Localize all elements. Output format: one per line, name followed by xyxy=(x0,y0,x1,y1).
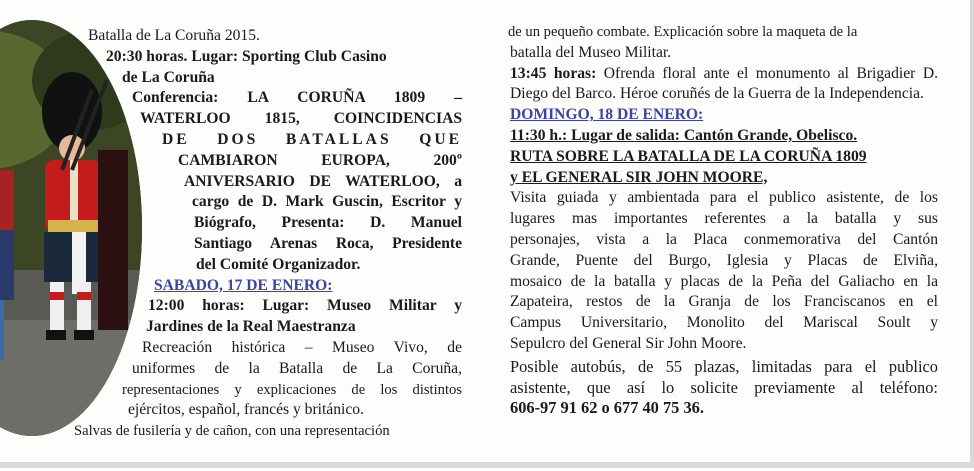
conference-line: ANIVERSARIO DE WATERLOO, a xyxy=(184,172,462,190)
conference-line: WATERLOO 1815, COINCIDENCIAS xyxy=(140,110,462,128)
phone-numbers: 606-97 91 62 o 677 40 75 36. xyxy=(510,398,704,418)
saturday-desc-line: uniformes de la Batalla de La Coruña, xyxy=(132,359,462,377)
bus-line: Posible autobús, de 55 plazas, limitadas para el publico xyxy=(510,356,938,376)
saturday-desc-line: Salvas de fusilería y de cañon, con una representación xyxy=(74,423,390,440)
route-desc-line: Visita guiada y ambientada para el publico asistente, de los xyxy=(510,189,938,207)
conference-line: DE DOS BATALLAS QUE xyxy=(162,130,462,148)
route-desc-line: Campus Universitario, Monolito del Mariscal Soult y xyxy=(510,314,938,332)
route-description xyxy=(510,188,938,354)
conference-line: Conferencia: LA CORUÑA 1809 – xyxy=(132,89,462,107)
route-desc-line: Grande, Puente del Burgo, Iglesia y Placas de Elviña, xyxy=(510,251,938,269)
saturday-event xyxy=(148,296,462,338)
offering-paragraph xyxy=(510,64,938,106)
route-desc-line: mosaico de la batalla y placas de la Peña del Galiacho en la xyxy=(510,272,938,290)
bus-line: asistente, que así lo solicite previamente al teléfono: xyxy=(510,377,938,397)
saturday-desc-line: ejércitos, español, francés y británico. xyxy=(128,401,364,419)
saturday-event-line: 12:00 horas: Lugar: Museo Militar y xyxy=(148,297,462,315)
route-desc-line: Sepulcro del General Sir John Moore. xyxy=(510,334,747,352)
left-column xyxy=(76,26,462,442)
saturday-desc-line: Recreación histórica – Museo Vivo, de xyxy=(142,338,462,356)
conference-line: Santiago Arenas Roca, Presidente xyxy=(194,234,462,252)
sunday-start: 11:30 h.: Lugar de salida: Cantón Grande, Obelisco. xyxy=(510,126,858,144)
conference-line: Biógrafo, Presenta: D. Manuel xyxy=(194,214,462,232)
bus-info xyxy=(510,357,938,419)
right-column xyxy=(510,22,938,419)
continuation-line: batalla del Museo Militar. xyxy=(510,43,672,61)
saturday-desc-line: representaciones y explicaciones de los distintos xyxy=(122,381,462,398)
offering-time: 13:45 horas: xyxy=(510,64,597,82)
event1-time: 20:30 horas. Lugar: Sporting Club Casino xyxy=(106,47,387,65)
route-desc-line: lugares mas importantes referentes a la batalla y sus xyxy=(510,210,938,228)
conference-block xyxy=(132,88,462,275)
intro-line: Batalla de La Coruña 2015. xyxy=(88,27,260,44)
conference-line: cargo de D. Mark Guscin, Escritor y xyxy=(192,193,462,211)
saturday-heading: SABADO, 17 DE ENERO: xyxy=(154,276,333,294)
route-desc-line: Zapateira, restos de la Granja de los Franciscanos en el xyxy=(510,293,938,311)
continuation-line: de un pequeño combate. Explicación sobre la maqueta de la xyxy=(508,24,858,40)
conference-line: del Comité Organizador. xyxy=(196,255,361,273)
route-desc-line: personajes, vista a la Placa conmemorativa del Cantón xyxy=(510,230,938,248)
event1-place: de La Coruña xyxy=(122,68,215,86)
sunday-heading: DOMINGO, 18 DE ENERO: xyxy=(510,106,704,124)
route-title-line: y EL GENERAL SIR JOHN MOORE, xyxy=(510,168,768,186)
conference-line: CAMBIARON EUROPA, 200º xyxy=(178,151,462,169)
saturday-event-line: Jardines de la Real Maestranza xyxy=(146,318,356,336)
saturday-description xyxy=(74,338,462,442)
offering-text: Ofrenda floral ante el monumento al Brigadier D. Diego del Barco. Héroe coruñés de la Guerra de la Independencia. xyxy=(510,64,938,103)
route-title-line: RUTA SOBRE LA BATALLA DE LA CORUÑA 1809 xyxy=(510,147,867,165)
